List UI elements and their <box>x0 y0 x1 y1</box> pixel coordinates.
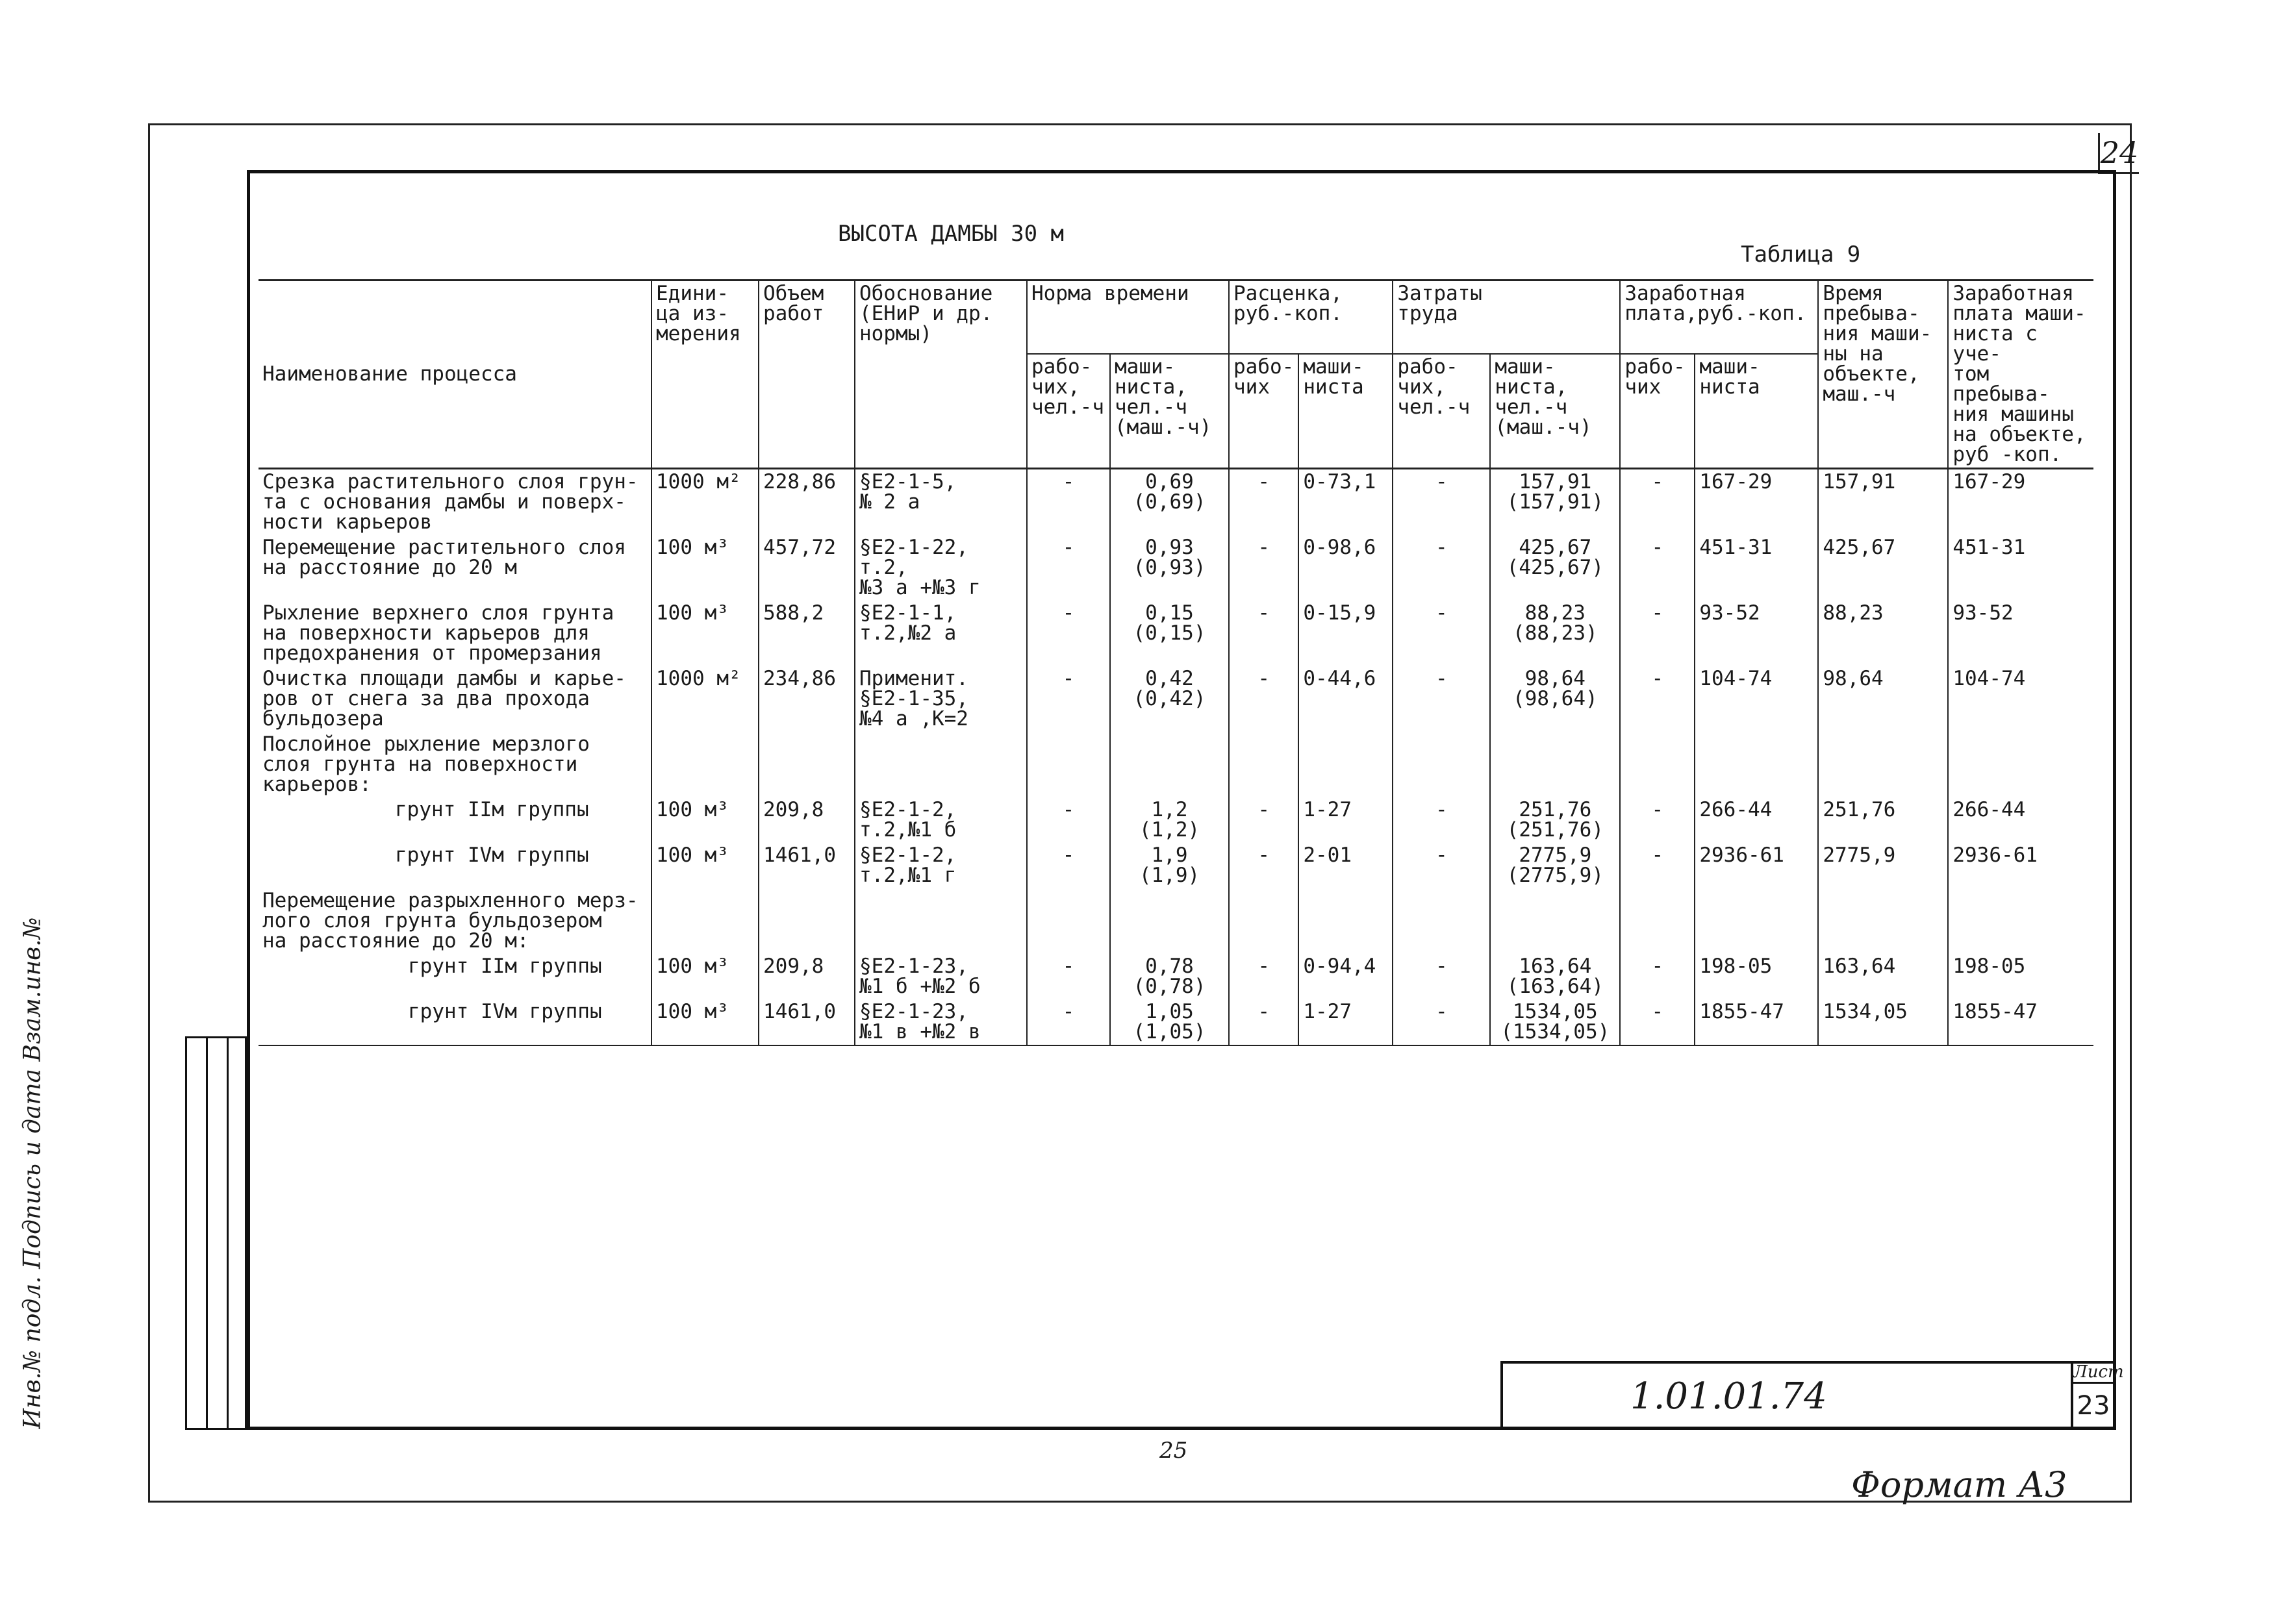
cell-wm: 2936-61 <box>1695 843 1818 888</box>
header-volume: Объем работ <box>759 281 855 469</box>
cell-nw: - <box>1027 535 1110 601</box>
cell-nm <box>1110 732 1229 797</box>
list-label: Лист <box>2073 1362 2115 1384</box>
cell-unit <box>651 732 759 797</box>
cell-ww: - <box>1620 535 1695 601</box>
cell-ws: 2936-61 <box>1948 843 2093 888</box>
side-stamp-col <box>187 1038 208 1428</box>
cell-name: Срезка растительного слоя грун- та с основания дамбы и поверх- ности карьеров <box>259 469 651 536</box>
cell-lm <box>1490 732 1620 797</box>
cell-lm: 88,23 (88,23) <box>1490 601 1620 666</box>
cell-rm: 0-15,9 <box>1298 601 1393 666</box>
cell-lm <box>1490 888 1620 954</box>
cell-ws: 266-44 <box>1948 797 2093 843</box>
cell-basis <box>855 732 1027 797</box>
header-labor: Затраты труда <box>1393 281 1620 355</box>
header-wage-workers: рабо- чих <box>1620 354 1695 468</box>
cell-lw: - <box>1393 954 1490 999</box>
table-row <box>259 666 2093 732</box>
cell-nm: 0,78 (0,78) <box>1110 954 1229 999</box>
cell-rm: 0-44,6 <box>1298 666 1393 732</box>
cell-lw: - <box>1393 666 1490 732</box>
table-row <box>259 797 2093 843</box>
page-number: 25 <box>1159 1438 1188 1464</box>
cell-nw: - <box>1027 797 1110 843</box>
cell-rm: 0-94,4 <box>1298 954 1393 999</box>
cell-rw: - <box>1229 535 1298 601</box>
page-title: ВЫСОТА ДАМБЫ 30 м <box>838 221 1064 247</box>
header-labor-workers: рабо- чих, чел.-ч <box>1393 354 1490 468</box>
cell-ww <box>1620 732 1695 797</box>
cell-basis: §Е2-1-5, № 2 а <box>855 469 1027 536</box>
cell-wm: 198-05 <box>1695 954 1818 999</box>
cell-wm: 1855-47 <box>1695 999 1818 1045</box>
header-name: Наименование процесса <box>259 281 651 469</box>
cell-nw: - <box>1027 999 1110 1045</box>
cell-lw: - <box>1393 469 1490 536</box>
table-row <box>259 469 2093 536</box>
cell-unit: 100 м³ <box>651 954 759 999</box>
table-label: Таблица 9 <box>1741 242 1861 268</box>
side-stamp-text: Инв.№ подл. Подпись и дата Взам.инв.№ <box>19 917 46 1429</box>
cell-rw: - <box>1229 843 1298 888</box>
header-rate-workers: рабо- чих <box>1229 354 1298 468</box>
cell-stay: 425,67 <box>1818 535 1948 601</box>
header-wage: Заработная плата,руб.-коп. <box>1620 281 1818 355</box>
header-basis: Обоснование (ЕНиР и др. нормы) <box>855 281 1027 469</box>
cell-stay: 2775,9 <box>1818 843 1948 888</box>
cell-lw <box>1393 888 1490 954</box>
cell-ws <box>1948 732 2093 797</box>
cell-ww <box>1620 888 1695 954</box>
cell-ww: - <box>1620 843 1695 888</box>
cell-volume: 1461,0 <box>759 999 855 1045</box>
cell-wm: 104-74 <box>1695 666 1818 732</box>
cell-lm: 1534,05 (1534,05) <box>1490 999 1620 1045</box>
cell-lw: - <box>1393 797 1490 843</box>
cell-unit: 100 м³ <box>651 797 759 843</box>
cell-ww: - <box>1620 601 1695 666</box>
cell-unit <box>651 888 759 954</box>
cell-rw: - <box>1229 666 1298 732</box>
table-row <box>259 888 2093 954</box>
cell-name: грунт IVм группы <box>259 999 651 1045</box>
table-row <box>259 601 2093 666</box>
cell-nw <box>1027 888 1110 954</box>
header-norm-workers: рабо- чих, чел.-ч <box>1027 354 1110 468</box>
cell-basis: §Е2-1-2, т.2,№1 г <box>855 843 1027 888</box>
cell-volume <box>759 888 855 954</box>
table-row <box>259 999 2093 1045</box>
cell-name: грунт IIм группы <box>259 797 651 843</box>
table-row <box>259 843 2093 888</box>
cell-name: Перемещение разрыхленного мерз- лого слоя грунта бульдозером на расстояние до 20 м: <box>259 888 651 954</box>
cell-wm: 266-44 <box>1695 797 1818 843</box>
cell-rw <box>1229 732 1298 797</box>
cell-nw: - <box>1027 601 1110 666</box>
cell-rm: 1-27 <box>1298 999 1393 1045</box>
header-rate-machinist: маши- ниста <box>1298 354 1393 468</box>
cell-wm: 167-29 <box>1695 469 1818 536</box>
cell-volume: 457,72 <box>759 535 855 601</box>
cell-ws: 93-52 <box>1948 601 2093 666</box>
cell-stay: 98,64 <box>1818 666 1948 732</box>
cell-nm: 0,15 (0,15) <box>1110 601 1229 666</box>
cell-lw: - <box>1393 601 1490 666</box>
cell-stay: 88,23 <box>1818 601 1948 666</box>
cell-rm <box>1298 732 1393 797</box>
cell-unit: 100 м³ <box>651 843 759 888</box>
table-row <box>259 732 2093 797</box>
cell-ws <box>1948 888 2093 954</box>
cell-basis: §Е2-1-23, №1 в +№2 в <box>855 999 1027 1045</box>
cell-wm <box>1695 732 1818 797</box>
cell-rw: - <box>1229 954 1298 999</box>
cell-unit: 100 м³ <box>651 999 759 1045</box>
header-labor-machinist: маши- ниста, чел.-ч (маш.-ч) <box>1490 354 1620 468</box>
cell-ws: 104-74 <box>1948 666 2093 732</box>
cell-rm: 0-98,6 <box>1298 535 1393 601</box>
cell-rw: - <box>1229 469 1298 536</box>
cell-nm: 1,9 (1,9) <box>1110 843 1229 888</box>
cell-rm: 0-73,1 <box>1298 469 1393 536</box>
cell-nw <box>1027 732 1110 797</box>
cell-ww: - <box>1620 999 1695 1045</box>
cell-rm <box>1298 888 1393 954</box>
cell-volume: 228,86 <box>759 469 855 536</box>
list-value: 23 <box>2077 1391 2110 1421</box>
cell-stay <box>1818 888 1948 954</box>
cell-unit: 1000 м² <box>651 666 759 732</box>
cell-lm: 425,67 (425,67) <box>1490 535 1620 601</box>
cell-nm: 1,2 (1,2) <box>1110 797 1229 843</box>
cell-nm: 0,42 (0,42) <box>1110 666 1229 732</box>
cell-volume: 209,8 <box>759 797 855 843</box>
cell-lm: 98,64 (98,64) <box>1490 666 1620 732</box>
cell-nw: - <box>1027 469 1110 536</box>
cell-unit: 100 м³ <box>651 535 759 601</box>
header-norm-machinist: маши- ниста, чел.-ч (маш.-ч) <box>1110 354 1229 468</box>
header-unit: Едини- ца из- мерения <box>651 281 759 469</box>
cell-basis: §Е2-1-1, т.2,№2 а <box>855 601 1027 666</box>
norms-table <box>259 279 2093 1046</box>
cell-lw: - <box>1393 535 1490 601</box>
cell-volume: 209,8 <box>759 954 855 999</box>
cell-wm: 93-52 <box>1695 601 1818 666</box>
cell-basis: §Е2-1-2, т.2,№1 б <box>855 797 1027 843</box>
cell-name: Очистка площади дамбы и карье- ров от снега за два прохода бульдозера <box>259 666 651 732</box>
header-rate: Расценка, руб.-коп. <box>1229 281 1393 355</box>
cell-basis: Применит. §Е2-1-35, №4 а ,К=2 <box>855 666 1027 732</box>
cell-nw: - <box>1027 843 1110 888</box>
cell-lw: - <box>1393 999 1490 1045</box>
cell-volume: 234,86 <box>759 666 855 732</box>
cell-stay: 163,64 <box>1818 954 1948 999</box>
header-norm: Норма времени <box>1027 281 1229 355</box>
cell-ww: - <box>1620 797 1695 843</box>
cell-basis: §Е2-1-22, т.2, №3 а +№3 г <box>855 535 1027 601</box>
cell-nm <box>1110 888 1229 954</box>
side-stamp-col <box>208 1038 229 1428</box>
table-row <box>259 535 2093 601</box>
cell-volume: 588,2 <box>759 601 855 666</box>
cell-rw: - <box>1229 601 1298 666</box>
cell-nw: - <box>1027 954 1110 999</box>
cell-nm: 0,93 (0,93) <box>1110 535 1229 601</box>
cell-nm: 0,69 (0,69) <box>1110 469 1229 536</box>
cell-nw: - <box>1027 666 1110 732</box>
cell-stay <box>1818 732 1948 797</box>
cell-stay: 251,76 <box>1818 797 1948 843</box>
cell-volume: 1461,0 <box>759 843 855 888</box>
cell-rm: 1-27 <box>1298 797 1393 843</box>
cell-lm: 157,91 (157,91) <box>1490 469 1620 536</box>
cell-nm: 1,05 (1,05) <box>1110 999 1229 1045</box>
cell-ws: 198-05 <box>1948 954 2093 999</box>
side-stamp <box>185 1036 247 1430</box>
cell-lw <box>1393 732 1490 797</box>
cell-wm: 451-31 <box>1695 535 1818 601</box>
header-wage-machinist: маши- ниста <box>1695 354 1818 468</box>
cell-ww: - <box>1620 469 1695 536</box>
cell-ws: 451-31 <box>1948 535 2093 601</box>
cell-name: Перемещение растительного слоя на расстояние до 20 м <box>259 535 651 601</box>
cell-stay: 1534,05 <box>1818 999 1948 1045</box>
cell-volume <box>759 732 855 797</box>
cell-ws: 167-29 <box>1948 469 2093 536</box>
cell-rm: 2-01 <box>1298 843 1393 888</box>
cell-ws: 1855-47 <box>1948 999 2093 1045</box>
cell-rw: - <box>1229 999 1298 1045</box>
table-row <box>259 954 2093 999</box>
cell-rw <box>1229 888 1298 954</box>
format-label: Формат А3 <box>1851 1464 2067 1505</box>
document-code: 1.01.01.74 <box>1630 1375 1827 1418</box>
cell-name: Рыхление верхнего слоя грунта на поверхности карьеров для предохранения от промерзания <box>259 601 651 666</box>
cell-rw: - <box>1229 797 1298 843</box>
cell-name: грунт IIм группы <box>259 954 651 999</box>
cell-lm: 251,76 (251,76) <box>1490 797 1620 843</box>
sheet-number: 24 <box>2098 133 2139 174</box>
cell-name: Послойное рыхление мерзлого слоя грунта на поверхности карьеров: <box>259 732 651 797</box>
cell-stay: 157,91 <box>1818 469 1948 536</box>
cell-basis: §Е2-1-23, №1 б +№2 б <box>855 954 1027 999</box>
cell-lm: 2775,9 (2775,9) <box>1490 843 1620 888</box>
header-stay: Время пребыва- ния маши- ны на объекте, маш.-ч <box>1818 281 1948 469</box>
cell-lm: 163,64 (163,64) <box>1490 954 1620 999</box>
cell-name: грунт IVм группы <box>259 843 651 888</box>
header-wage-stay: Заработная плата маши- ниста с уче- том пребыва- ния машины на объекте, руб -коп. <box>1948 281 2093 469</box>
cell-unit: 1000 м² <box>651 469 759 536</box>
cell-unit: 100 м³ <box>651 601 759 666</box>
cell-ww: - <box>1620 954 1695 999</box>
cell-basis <box>855 888 1027 954</box>
cell-ww: - <box>1620 666 1695 732</box>
cell-wm <box>1695 888 1818 954</box>
cell-lw: - <box>1393 843 1490 888</box>
